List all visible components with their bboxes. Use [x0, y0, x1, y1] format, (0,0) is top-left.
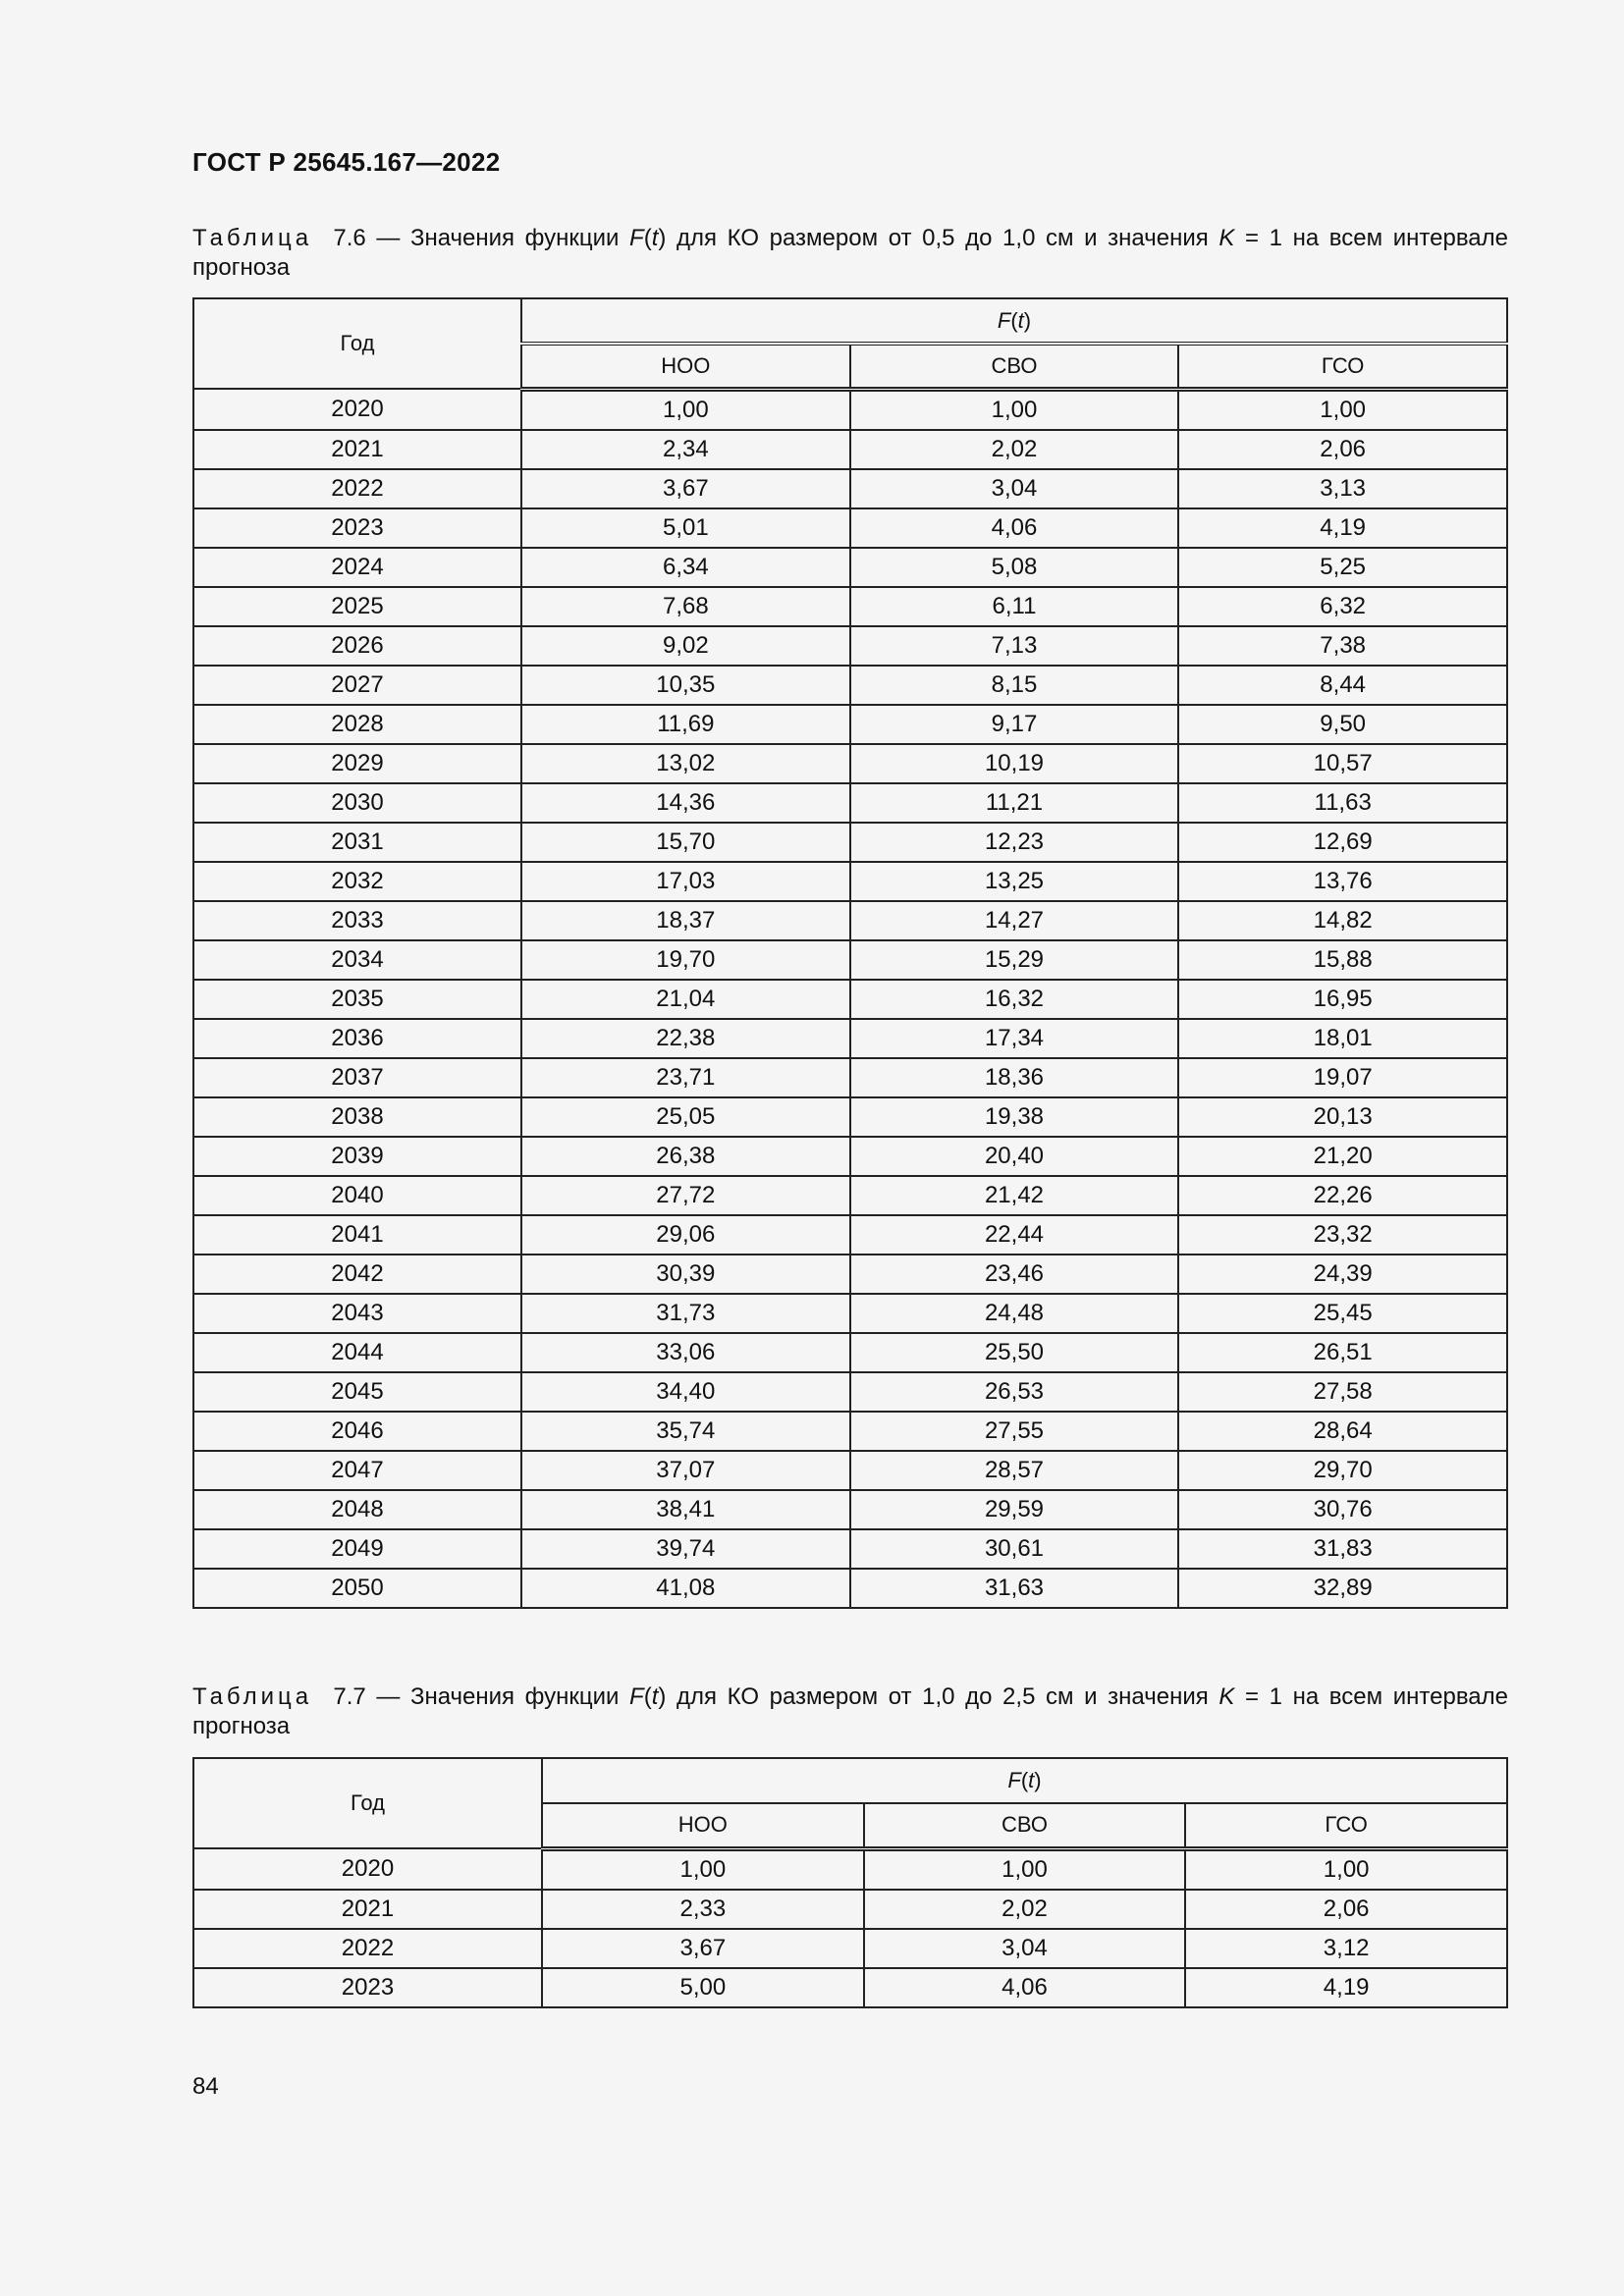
table-row	[193, 1019, 1507, 1058]
cell-year: 2023	[193, 508, 521, 548]
cell-gso: 10,57	[1178, 744, 1507, 783]
table-row	[193, 1490, 1507, 1529]
column-header-ft: F(t)	[542, 1758, 1507, 1803]
cell-gso: 3,12	[1185, 1929, 1507, 1968]
table-row	[193, 666, 1507, 705]
cell-svo: 3,04	[864, 1929, 1186, 1968]
cell-gso: 8,44	[1178, 666, 1507, 705]
cell-svo: 26,53	[850, 1372, 1179, 1412]
cell-year: 2022	[193, 1929, 542, 1968]
cell-year: 2049	[193, 1529, 521, 1569]
cell-svo: 10,19	[850, 744, 1179, 783]
table-row	[193, 744, 1507, 783]
cell-year: 2048	[193, 1490, 521, 1529]
cell-year: 2036	[193, 1019, 521, 1058]
cell-noo: 2,33	[542, 1890, 864, 1929]
cell-svo: 8,15	[850, 666, 1179, 705]
caption-text: = 1 на всем интервале прогноза	[192, 1683, 1509, 1739]
cell-noo: 10,35	[521, 666, 850, 705]
cell-gso: 4,19	[1178, 508, 1507, 548]
table-row	[193, 1451, 1507, 1490]
cell-noo: 1,00	[542, 1848, 864, 1890]
cell-year: 2038	[193, 1097, 521, 1137]
page-number: 84	[192, 2073, 219, 2100]
cell-svo: 16,32	[850, 980, 1179, 1019]
column-header-svo: СВО	[864, 1803, 1186, 1848]
table-row	[193, 980, 1507, 1019]
cell-gso: 24,39	[1178, 1255, 1507, 1294]
cell-noo: 9,02	[521, 626, 850, 666]
cell-svo: 19,38	[850, 1097, 1179, 1137]
table-row	[193, 783, 1507, 823]
table-row	[193, 1333, 1507, 1372]
table-row	[193, 940, 1507, 980]
table-row	[193, 1412, 1507, 1451]
cell-year: 2030	[193, 783, 521, 823]
cell-gso: 13,76	[1178, 862, 1507, 901]
cell-svo: 6,11	[850, 587, 1179, 626]
cell-noo: 14,36	[521, 783, 850, 823]
cell-noo: 33,06	[521, 1333, 850, 1372]
table-row	[193, 1569, 1507, 1608]
cell-noo: 39,74	[521, 1529, 850, 1569]
cell-svo: 2,02	[850, 430, 1179, 469]
cell-year: 2029	[193, 744, 521, 783]
cell-svo: 28,57	[850, 1451, 1179, 1490]
cell-noo: 34,40	[521, 1372, 850, 1412]
table-row	[193, 430, 1507, 469]
cell-gso: 23,32	[1178, 1215, 1507, 1255]
cell-gso: 1,00	[1185, 1848, 1507, 1890]
cell-year: 2035	[193, 980, 521, 1019]
cell-svo: 12,23	[850, 823, 1179, 862]
cell-year: 2024	[193, 548, 521, 587]
cell-svo: 18,36	[850, 1058, 1179, 1097]
cell-noo: 5,01	[521, 508, 850, 548]
cell-noo: 31,73	[521, 1294, 850, 1333]
cell-svo: 4,06	[850, 508, 1179, 548]
caption-text: для КО размером от 0,5 до 1,0 см и значения	[666, 225, 1219, 251]
cell-year: 2025	[193, 587, 521, 626]
cell-year: 2022	[193, 469, 521, 508]
cell-noo: 5,00	[542, 1968, 864, 2007]
table-row	[193, 626, 1507, 666]
ft-function: F	[997, 307, 1011, 333]
cell-gso: 18,01	[1178, 1019, 1507, 1058]
caption-number: 7.6	[333, 225, 366, 251]
cell-noo: 30,39	[521, 1255, 850, 1294]
cell-gso: 19,07	[1178, 1058, 1507, 1097]
cell-noo: 6,34	[521, 548, 850, 587]
cell-gso: 30,76	[1178, 1490, 1507, 1529]
cell-svo: 30,61	[850, 1529, 1179, 1569]
cell-year: 2023	[193, 1968, 542, 2007]
cell-noo: 7,68	[521, 587, 850, 626]
table-row	[193, 823, 1507, 862]
cell-noo: 17,03	[521, 862, 850, 901]
cell-gso: 9,50	[1178, 705, 1507, 744]
table-row	[193, 705, 1507, 744]
cell-year: 2039	[193, 1137, 521, 1176]
cell-year: 2026	[193, 626, 521, 666]
caption-prefix: Таблица	[192, 1683, 313, 1710]
cell-svo: 22,44	[850, 1215, 1179, 1255]
ft-function: F	[1007, 1768, 1021, 1792]
caption-number: 7.7	[333, 1683, 366, 1710]
cell-gso: 16,95	[1178, 980, 1507, 1019]
cell-svo: 21,42	[850, 1176, 1179, 1215]
caption-text: — Значения функции	[365, 225, 630, 251]
table-caption-7-7: Таблица 7.7 — Значения функции F(t) для КО размером от 1,0 до 2,5 см и значения K = 1 на всем интервале прогноза	[192, 1683, 1509, 1739]
caption-argument: t	[651, 1683, 659, 1710]
document-code: ГОСТ Р 25645.167—2022	[192, 147, 501, 177]
cell-gso: 12,69	[1178, 823, 1507, 862]
column-header-year: Год	[193, 1758, 542, 1848]
table-row	[193, 1848, 1507, 1890]
cell-gso: 6,32	[1178, 587, 1507, 626]
cell-svo: 11,21	[850, 783, 1179, 823]
cell-gso: 21,20	[1178, 1137, 1507, 1176]
table-row	[193, 1255, 1507, 1294]
caption-k: K	[1218, 1683, 1235, 1710]
cell-svo: 20,40	[850, 1137, 1179, 1176]
table-7-6	[192, 297, 1508, 1609]
caption-text: для КО размером от 1,0 до 2,5 см и значения	[666, 1683, 1219, 1710]
table-row	[193, 1529, 1507, 1569]
cell-noo: 21,04	[521, 980, 850, 1019]
cell-gso: 27,58	[1178, 1372, 1507, 1412]
table-row	[193, 548, 1507, 587]
cell-year: 2042	[193, 1255, 521, 1294]
cell-year: 2037	[193, 1058, 521, 1097]
table-row	[193, 1176, 1507, 1215]
table-row	[193, 1372, 1507, 1412]
cell-gso: 3,13	[1178, 469, 1507, 508]
cell-gso: 25,45	[1178, 1294, 1507, 1333]
cell-gso: 26,51	[1178, 1333, 1507, 1372]
table-row	[193, 901, 1507, 940]
cell-noo: 25,05	[521, 1097, 850, 1137]
table-row	[193, 1968, 1507, 2007]
column-header-year: Год	[193, 298, 521, 389]
cell-svo: 13,25	[850, 862, 1179, 901]
cell-svo: 4,06	[864, 1968, 1186, 2007]
ft-argument: t	[1028, 1768, 1035, 1792]
cell-gso: 7,38	[1178, 626, 1507, 666]
cell-year: 2044	[193, 1333, 521, 1372]
cell-svo: 15,29	[850, 940, 1179, 980]
cell-noo: 26,38	[521, 1137, 850, 1176]
cell-year: 2050	[193, 1569, 521, 1608]
cell-gso: 22,26	[1178, 1176, 1507, 1215]
cell-svo: 25,50	[850, 1333, 1179, 1372]
cell-svo: 27,55	[850, 1412, 1179, 1451]
cell-year: 2020	[193, 1848, 542, 1890]
cell-year: 2032	[193, 862, 521, 901]
cell-year: 2043	[193, 1294, 521, 1333]
cell-svo: 24,48	[850, 1294, 1179, 1333]
cell-year: 2031	[193, 823, 521, 862]
table-body	[193, 389, 1507, 1608]
cell-svo: 14,27	[850, 901, 1179, 940]
cell-noo: 13,02	[521, 744, 850, 783]
cell-gso: 20,13	[1178, 1097, 1507, 1137]
cell-noo: 41,08	[521, 1569, 850, 1608]
ft-argument: t	[1017, 307, 1024, 333]
cell-year: 2040	[193, 1176, 521, 1215]
caption-text: = 1 на всем интервале прогноза	[192, 225, 1509, 281]
cell-noo: 35,74	[521, 1412, 850, 1451]
cell-year: 2021	[193, 430, 521, 469]
cell-year: 2021	[193, 1890, 542, 1929]
table-row	[193, 508, 1507, 548]
table-row	[193, 1137, 1507, 1176]
cell-gso: 5,25	[1178, 548, 1507, 587]
cell-svo: 3,04	[850, 469, 1179, 508]
cell-noo: 23,71	[521, 1058, 850, 1097]
table-row	[193, 1929, 1507, 1968]
cell-noo: 3,67	[542, 1929, 864, 1968]
column-header-gso: ГСО	[1185, 1803, 1507, 1848]
cell-svo: 5,08	[850, 548, 1179, 587]
cell-gso: 32,89	[1178, 1569, 1507, 1608]
cell-noo: 11,69	[521, 705, 850, 744]
table-row	[193, 389, 1507, 430]
cell-year: 2034	[193, 940, 521, 980]
cell-gso: 15,88	[1178, 940, 1507, 980]
cell-year: 2033	[193, 901, 521, 940]
caption-prefix: Таблица	[192, 225, 313, 251]
column-header-svo: СВО	[850, 344, 1179, 389]
cell-year: 2028	[193, 705, 521, 744]
table-row	[193, 1294, 1507, 1333]
cell-year: 2045	[193, 1372, 521, 1412]
cell-svo: 2,02	[864, 1890, 1186, 1929]
table-caption-7-6: Таблица 7.6 — Значения функции F(t) для КО размером от 0,5 до 1,0 см и значения K = 1 на всем интервале прогноза	[192, 225, 1509, 281]
cell-noo: 22,38	[521, 1019, 850, 1058]
table-row	[193, 862, 1507, 901]
table-row	[193, 1890, 1507, 1929]
column-header-ft: F(t)	[521, 298, 1507, 344]
table-7-7	[192, 1757, 1508, 2008]
cell-year: 2047	[193, 1451, 521, 1490]
cell-svo: 1,00	[864, 1848, 1186, 1890]
table-row	[193, 1097, 1507, 1137]
cell-noo: 38,41	[521, 1490, 850, 1529]
cell-noo: 37,07	[521, 1451, 850, 1490]
caption-text: — Значения функции	[365, 1683, 630, 1710]
caption-k: K	[1218, 225, 1235, 251]
cell-noo: 2,34	[521, 430, 850, 469]
cell-gso: 4,19	[1185, 1968, 1507, 2007]
column-header-noo: НОО	[521, 344, 850, 389]
cell-gso: 1,00	[1178, 389, 1507, 430]
cell-gso: 14,82	[1178, 901, 1507, 940]
column-header-noo: НОО	[542, 1803, 864, 1848]
cell-gso: 11,63	[1178, 783, 1507, 823]
cell-gso: 31,83	[1178, 1529, 1507, 1569]
cell-noo: 15,70	[521, 823, 850, 862]
cell-noo: 27,72	[521, 1176, 850, 1215]
cell-noo: 29,06	[521, 1215, 850, 1255]
caption-function: F	[629, 1683, 644, 1710]
caption-argument: t	[651, 225, 659, 251]
table-row	[193, 587, 1507, 626]
cell-noo: 3,67	[521, 469, 850, 508]
cell-svo: 31,63	[850, 1569, 1179, 1608]
cell-year: 2046	[193, 1412, 521, 1451]
cell-svo: 1,00	[850, 389, 1179, 430]
cell-gso: 29,70	[1178, 1451, 1507, 1490]
cell-year: 2041	[193, 1215, 521, 1255]
cell-svo: 9,17	[850, 705, 1179, 744]
table-row	[193, 469, 1507, 508]
table-row	[193, 1058, 1507, 1097]
cell-svo: 23,46	[850, 1255, 1179, 1294]
cell-svo: 17,34	[850, 1019, 1179, 1058]
column-header-gso: ГСО	[1178, 344, 1507, 389]
cell-gso: 2,06	[1185, 1890, 1507, 1929]
cell-gso: 28,64	[1178, 1412, 1507, 1451]
cell-gso: 2,06	[1178, 430, 1507, 469]
cell-svo: 7,13	[850, 626, 1179, 666]
caption-function: F	[629, 225, 644, 251]
table-body	[193, 1848, 1507, 2007]
cell-year: 2020	[193, 389, 521, 430]
cell-noo: 18,37	[521, 901, 850, 940]
cell-year: 2027	[193, 666, 521, 705]
cell-svo: 29,59	[850, 1490, 1179, 1529]
table-row	[193, 1215, 1507, 1255]
cell-noo: 1,00	[521, 389, 850, 430]
cell-noo: 19,70	[521, 940, 850, 980]
